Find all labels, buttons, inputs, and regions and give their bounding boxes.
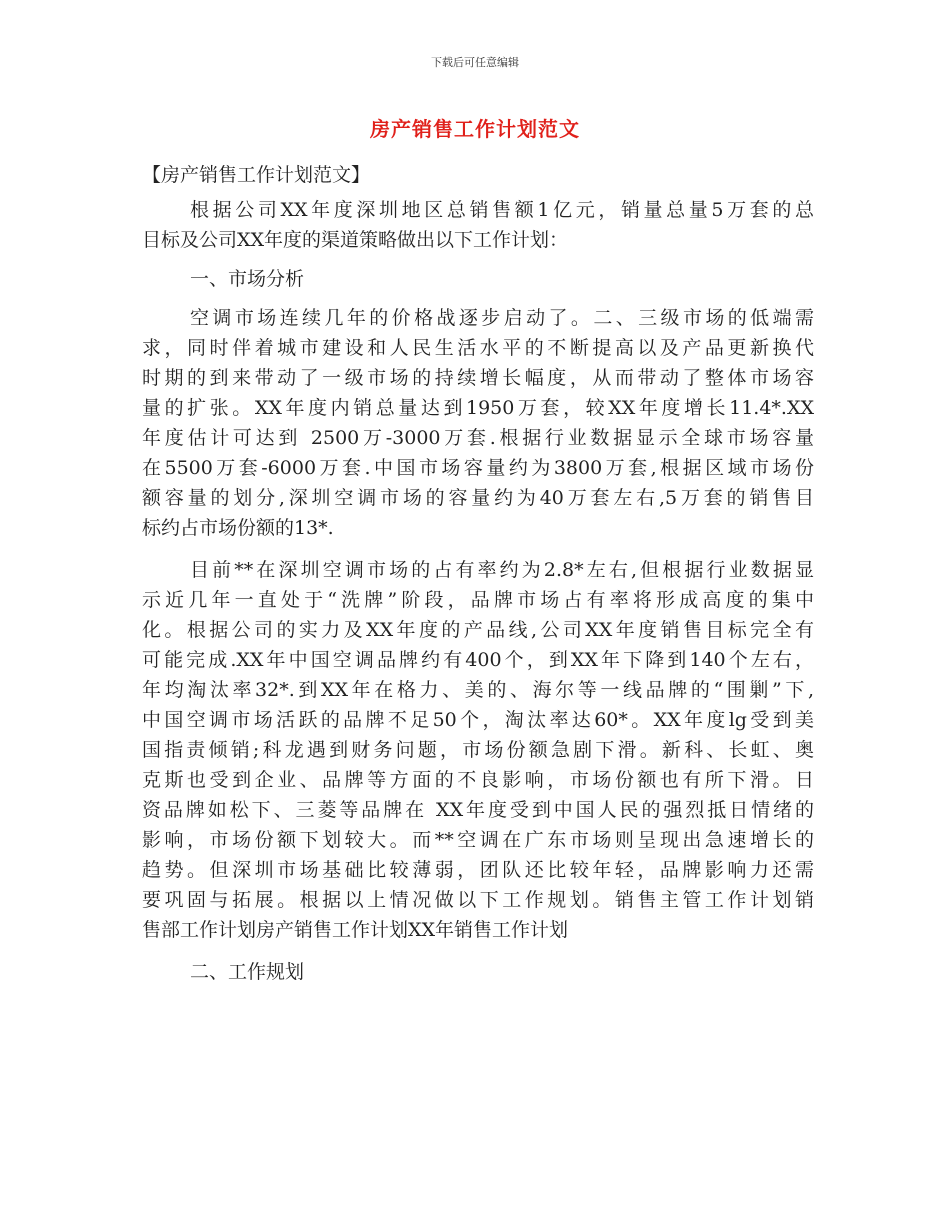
market-analysis-paragraph: [142, 303, 814, 543]
current-status-paragraph: [142, 555, 814, 945]
market-line-8: 标约占市场份额的13*.: [142, 517, 334, 539]
intro-line-2: 目标及公司XX年度的渠道策略做出以下工作计划：: [142, 229, 569, 251]
market-line-2: 求，同时伴着城市建设和人民生活水平的不断提高以及产品更新换代: [142, 337, 814, 359]
market-line-1: 空调市场连续几年的价格战逐步启动了。二、三级市场的低端需: [190, 307, 814, 329]
header-note: 下载后可任意编辑: [431, 56, 519, 69]
status-line-4: 可能完成.XX年中国空调品牌约有400个，到XX年下降到140个左右，: [142, 649, 814, 671]
status-line-2: 示近几年一直处于“洗牌”阶段，品牌市场占有率将形成高度的集中: [142, 589, 814, 611]
status-line-9: 资品牌如松下、三菱等品牌在 XX年度受到中国人民的强烈抵日情绪的: [142, 799, 814, 821]
market-line-7: 额容量的划分,深圳空调市场的容量约为40万套左右,5万套的销售目: [142, 487, 814, 509]
status-line-6: 中国空调市场活跃的品牌不足50个，淘汰率达60*。XX年度lg受到美: [142, 709, 814, 731]
status-line-13: 售部工作计划房产销售工作计划XX年销售工作计划: [142, 919, 569, 941]
status-line-5: 年均淘汰率32*.到XX年在格力、美的、海尔等一线品牌的“围剿”下,: [142, 679, 814, 701]
section1-heading: 一、市场分析: [190, 268, 305, 290]
status-line-3: 化。根据公司的实力及XX年度的产品线,公司XX年度销售目标完全有: [142, 619, 814, 641]
market-line-3: 时期的到来带动了一级市场的持续增长幅度，从而带动了整体市场容: [142, 367, 814, 389]
status-line-10: 影响，市场份额下划较大。而**空调在广东市场则呈现出急速增长的: [142, 829, 814, 851]
document-body: [142, 160, 814, 987]
status-line-11: 趋势。但深圳市场基础比较薄弱，团队还比较年轻，品牌影响力还需: [142, 859, 814, 881]
intro-paragraph: [142, 195, 814, 255]
status-line-7: 国指责倾销;科龙遇到财务问题，市场份额急剧下滑。新科、长虹、奥: [142, 739, 814, 761]
bracket-heading: 【房产销售工作计划范文】: [142, 164, 371, 186]
status-line-12: 要巩固与拓展。根据以上情况做以下工作规划。销售主管工作计划销: [142, 889, 814, 911]
intro-line-1: 根据公司XX年度深圳地区总销售额1亿元，销量总量5万套的总: [190, 199, 814, 221]
market-line-6: 在5500万套-6000万套.中国市场容量约为3800万套,根据区域市场份: [142, 457, 814, 479]
document-title: 房产销售工作计划范文: [370, 117, 580, 141]
market-line-4: 量的扩张。XX年度内销总量达到1950万套，较XX年度增长11.4*.XX: [142, 397, 814, 419]
status-line-1: 目前**在深圳空调市场的占有率约为2.8*左右,但根据行业数据显: [190, 559, 814, 581]
section2-heading: 二、工作规划: [190, 961, 305, 983]
market-line-5: 年度估计可达到 2500万-3000万套.根据行业数据显示全球市场容量: [142, 427, 814, 449]
status-line-8: 克斯也受到企业、品牌等方面的不良影响，市场份额也有所下滑。日: [142, 769, 814, 791]
